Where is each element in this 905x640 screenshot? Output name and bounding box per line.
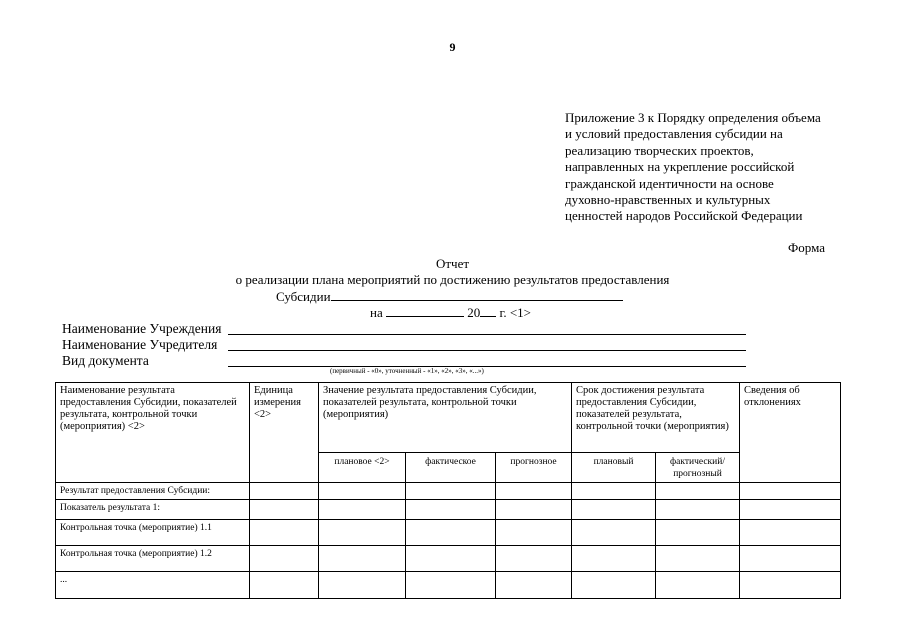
page-number: 9 xyxy=(449,40,456,54)
founder-field[interactable] xyxy=(228,350,746,351)
table-cell[interactable] xyxy=(572,500,656,520)
appendix-line: Приложение 3 к Порядку определения объема xyxy=(565,110,821,125)
table-cell[interactable] xyxy=(740,572,841,599)
table-cell[interactable] xyxy=(496,546,572,572)
table-cell[interactable] xyxy=(250,483,319,500)
table-cell[interactable] xyxy=(496,520,572,546)
header-value: Значение результата предоставления Субсидии, показателей результата, контрольной точки (мероприятия) xyxy=(319,383,572,453)
report-subtitle: о реализации плана мероприятий по достижению результатов предоставления xyxy=(235,272,670,287)
appendix-line: направленных на укрепление российской xyxy=(565,159,795,175)
report-title: Отчет xyxy=(435,256,470,271)
header-unit: Единица измерения <2> xyxy=(250,383,319,483)
subheader-actual-value: фактическое xyxy=(406,453,496,483)
appendix-note xyxy=(565,110,865,225)
table-cell[interactable] xyxy=(572,483,656,500)
table-cell[interactable] xyxy=(496,572,572,599)
date-year: 20 xyxy=(467,305,481,320)
table-cell[interactable] xyxy=(740,546,841,572)
subsidy-blank[interactable] xyxy=(331,288,623,301)
table-cell[interactable] xyxy=(250,572,319,599)
date-blank[interactable] xyxy=(386,304,464,317)
table-cell[interactable] xyxy=(656,520,740,546)
subheader-actual-forecast-date: фактический/ прогнозный xyxy=(656,453,740,483)
date-prefix: на xyxy=(370,305,383,320)
row-label: Результат предоставления Субсидии: xyxy=(56,483,250,500)
appendix-line: реализацию творческих проектов, xyxy=(565,142,754,158)
table-cell[interactable] xyxy=(740,483,841,500)
subheader-planned-value: плановое <2> xyxy=(319,453,406,483)
table-row xyxy=(56,483,841,500)
table-cell[interactable] xyxy=(740,500,841,520)
table-cell[interactable] xyxy=(572,520,656,546)
table-cell[interactable] xyxy=(250,500,319,520)
appendix-line: ценностей народов Российской Федерации xyxy=(565,208,803,224)
table-cell[interactable] xyxy=(319,546,406,572)
subsidy-line xyxy=(276,288,623,305)
subsidy-label: Субсидии xyxy=(276,289,331,304)
row-label: Контрольная точка (мероприятие) 1.1 xyxy=(56,520,250,546)
table-cell[interactable] xyxy=(656,572,740,599)
table-cell[interactable] xyxy=(250,520,319,546)
doc-type-hint: (первичный - «0», уточненный - «1», «2», «3», «...») xyxy=(330,367,484,375)
table-cell[interactable] xyxy=(496,500,572,520)
header-name: Наименование результата предоставления Субсидии, показателей результата, контрольной точки (мероприятия) <2> xyxy=(56,383,250,483)
header-deadline: Срок достижения результата предоставления Субсидии, показателей результата, контрольной точки (мероприятия) xyxy=(572,383,740,453)
appendix-line: гражданской идентичности на основе xyxy=(565,175,774,191)
table-cell[interactable] xyxy=(250,546,319,572)
row-label: ... xyxy=(56,572,250,599)
table-cell[interactable] xyxy=(572,572,656,599)
date-line xyxy=(370,304,531,321)
subheader-forecast-value: прогнозное xyxy=(496,453,572,483)
table-cell[interactable] xyxy=(406,572,496,599)
table-cell[interactable] xyxy=(319,520,406,546)
table-cell[interactable] xyxy=(656,546,740,572)
table-cell[interactable] xyxy=(319,483,406,500)
table-cell[interactable] xyxy=(740,520,841,546)
date-suffix: г. <1> xyxy=(499,305,532,320)
institution-field[interactable] xyxy=(228,334,746,335)
doc-type-field[interactable] xyxy=(228,366,746,367)
table-cell[interactable] xyxy=(406,520,496,546)
table-cell[interactable] xyxy=(656,500,740,520)
table-cell[interactable] xyxy=(406,500,496,520)
row-label: Контрольная точка (мероприятие) 1.2 xyxy=(56,546,250,572)
institution-label: Наименование Учреждения xyxy=(62,321,222,336)
doc-type-label: Вид документа xyxy=(62,353,149,368)
appendix-line: и условий предоставления субсидии на xyxy=(565,126,783,142)
table-cell[interactable] xyxy=(406,483,496,500)
table-row xyxy=(56,572,841,599)
table-cell[interactable] xyxy=(656,483,740,500)
report-table xyxy=(55,382,841,599)
subheader-planned-date: плановый xyxy=(572,453,656,483)
form-label: Форма xyxy=(788,240,825,255)
table-cell[interactable] xyxy=(496,483,572,500)
table-cell[interactable] xyxy=(319,572,406,599)
founder-label: Наименование Учредителя xyxy=(62,337,218,352)
header-deviation: Сведения об отклонениях xyxy=(740,383,841,483)
table-cell[interactable] xyxy=(406,546,496,572)
table-cell[interactable] xyxy=(319,500,406,520)
row-label: Показатель результата 1: xyxy=(56,500,250,520)
table-row xyxy=(56,520,841,546)
table-row xyxy=(56,500,841,520)
year-blank[interactable] xyxy=(480,304,496,317)
table-cell[interactable] xyxy=(572,546,656,572)
appendix-line: духовно-нравственных и культурных xyxy=(565,192,771,208)
table-row xyxy=(56,546,841,572)
